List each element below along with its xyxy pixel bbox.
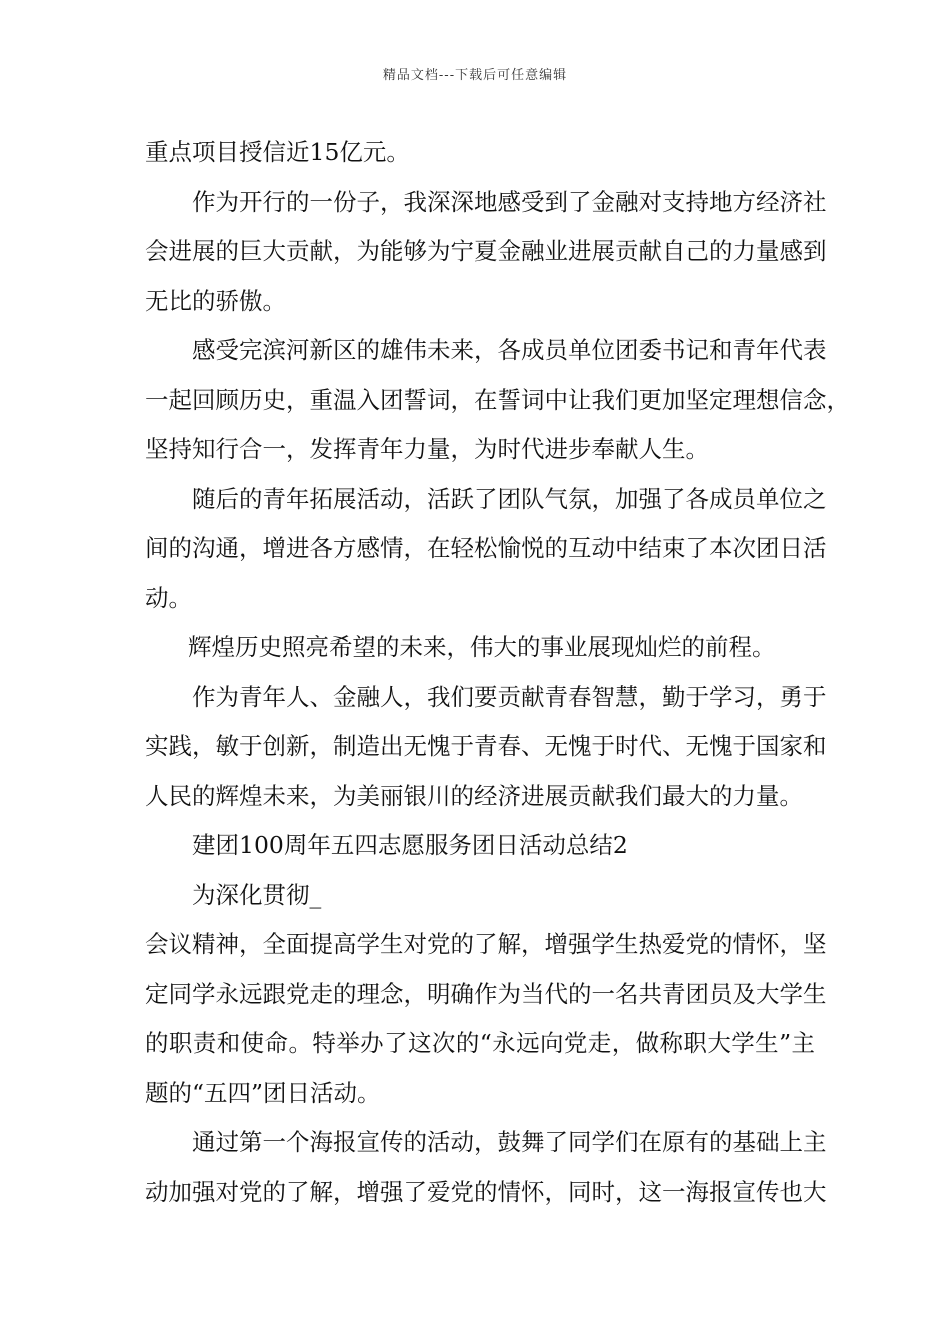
text-line: 会进展的巨大贡献，为能够为宁夏金融业进展贡献自己的力量感到 — [145, 237, 827, 265]
text-line: 实践，敏于创新，制造出无愧于青春、无愧于时代、无愧于国家和 — [145, 732, 827, 760]
text-line: 辉煌历史照亮希望的未来，伟大的事业展现灿烂的前程。 — [188, 633, 776, 661]
text-line: 动加强对党的了解，增强了爱党的情怀，同时，这一海报宣传也大 — [145, 1177, 827, 1206]
text-line: 人民的辉煌未来，为美丽银川的经济进展贡献我们最大的力量。 — [145, 781, 803, 810]
text-line: 随后的青年拓展活动，活跃了团队气氛，加强了各成员单位之 — [192, 484, 827, 513]
document-body — [145, 128, 850, 1217]
text-line: 间的沟通，增进各方感情，在轻松愉悦的互动中结束了本次团日活 — [145, 534, 827, 562]
text-line: 题的“五四”团日活动。 — [145, 1078, 381, 1107]
text-line: 动。 — [145, 583, 192, 612]
section-title: 建团100周年五四志愿服务团日活动总结2 — [192, 831, 628, 859]
text-line: 一起回顾历史，重温入团誓词，在誓词中让我们更加坚定理想信念， — [145, 385, 850, 414]
text-line: 为深化贯彻_ — [192, 880, 322, 909]
text-line: 作为开行的一份子，我深深地感受到了金融对支持地方经济社 — [192, 187, 827, 216]
text-line: 会议精神，全面提高学生对党的了解，增强学生热爱党的情怀，坚 — [145, 930, 827, 958]
text-line: 重点项目授信近15亿元。 — [145, 138, 410, 166]
text-line: 无比的骄傲。 — [145, 286, 286, 315]
text-line: 定同学永远跟党走的理念，明确作为当代的一名共青团员及大学生 — [145, 979, 827, 1008]
text-line: 通过第一个海报宣传的活动，鼓舞了同学们在原有的基础上主 — [192, 1128, 827, 1156]
text-line: 作为青年人、金融人，我们要贡献青春智慧，勤于学习，勇于 — [192, 682, 827, 711]
text-line: 的职责和使命。特举办了这次的“永远向党走，做称职大学生”主 — [145, 1029, 815, 1057]
text-line: 坚持知行合一，发挥青年力量，为时代进步奉献人生。 — [145, 435, 709, 463]
page-header: 精品文档---下载后可任意编辑 — [382, 68, 568, 83]
text-line: 感受完滨河新区的雄伟未来，各成员单位团委书记和青年代表 — [192, 336, 827, 364]
